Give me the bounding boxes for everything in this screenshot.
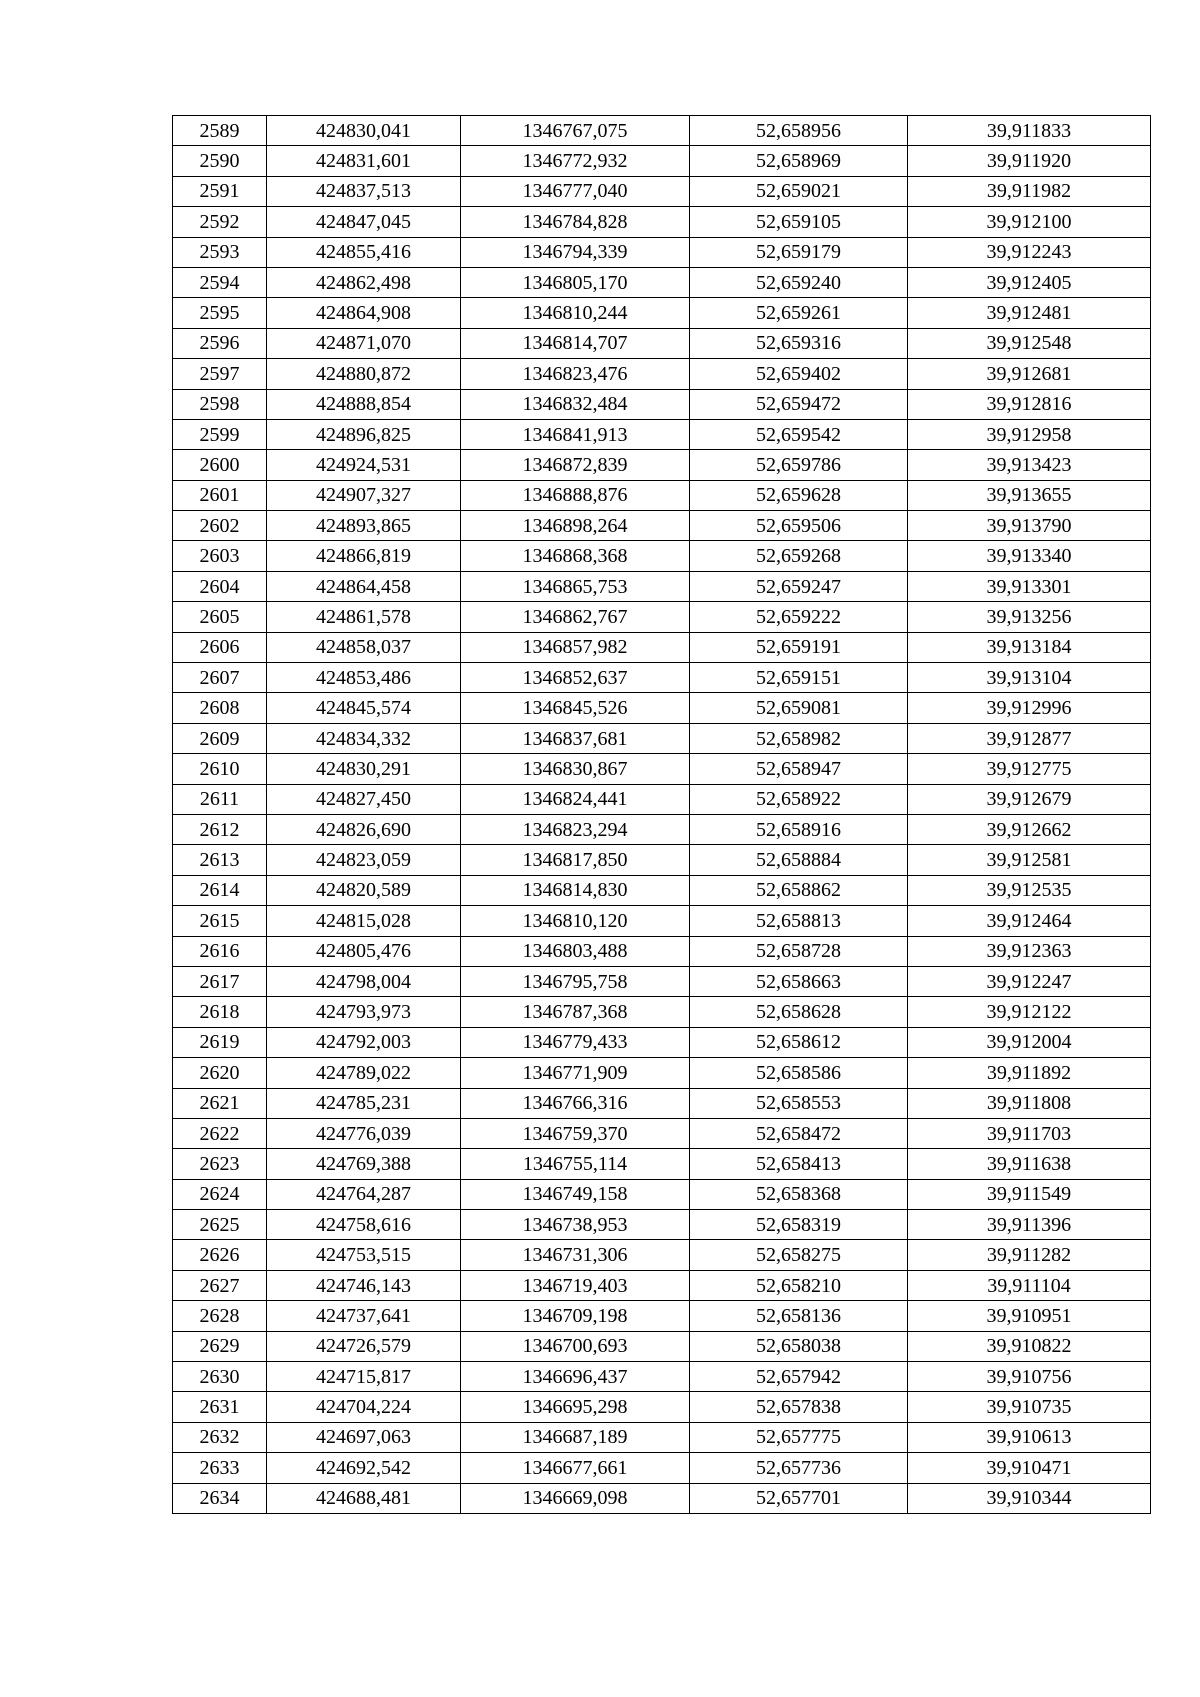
point-number-cell: 2629 <box>173 1331 267 1361</box>
x-coordinate-cell: 424853,486 <box>267 663 461 693</box>
table-row <box>173 723 1151 753</box>
x-coordinate-cell: 424871,070 <box>267 328 461 358</box>
table-row <box>173 298 1151 328</box>
longitude-cell: 39,912581 <box>908 845 1151 875</box>
x-coordinate-cell: 424715,817 <box>267 1362 461 1392</box>
table-row <box>173 480 1151 510</box>
table-row <box>173 1270 1151 1300</box>
table-row <box>173 906 1151 936</box>
x-coordinate-cell: 424753,515 <box>267 1240 461 1270</box>
table-row <box>173 1149 1151 1179</box>
point-number-cell: 2604 <box>173 571 267 601</box>
y-coordinate-cell: 1346862,767 <box>461 602 690 632</box>
table-row <box>173 1179 1151 1209</box>
latitude-cell: 52,659081 <box>690 693 908 723</box>
longitude-cell: 39,911833 <box>908 116 1151 146</box>
x-coordinate-cell: 424855,416 <box>267 237 461 267</box>
x-coordinate-cell: 424834,332 <box>267 723 461 753</box>
table-row <box>173 1422 1151 1452</box>
table-row <box>173 1453 1151 1483</box>
y-coordinate-cell: 1346696,437 <box>461 1362 690 1392</box>
y-coordinate-cell: 1346898,264 <box>461 511 690 541</box>
latitude-cell: 52,658038 <box>690 1331 908 1361</box>
latitude-cell: 52,657701 <box>690 1483 908 1513</box>
x-coordinate-cell: 424847,045 <box>267 207 461 237</box>
table-row <box>173 936 1151 966</box>
latitude-cell: 52,659506 <box>690 511 908 541</box>
y-coordinate-cell: 1346868,368 <box>461 541 690 571</box>
y-coordinate-cell: 1346814,830 <box>461 875 690 905</box>
x-coordinate-cell: 424789,022 <box>267 1058 461 1088</box>
y-coordinate-cell: 1346823,476 <box>461 359 690 389</box>
y-coordinate-cell: 1346749,158 <box>461 1179 690 1209</box>
point-number-cell: 2633 <box>173 1453 267 1483</box>
latitude-cell: 52,658210 <box>690 1270 908 1300</box>
point-number-cell: 2589 <box>173 116 267 146</box>
table-row <box>173 1058 1151 1088</box>
latitude-cell: 52,659191 <box>690 632 908 662</box>
latitude-cell: 52,657775 <box>690 1422 908 1452</box>
longitude-cell: 39,910822 <box>908 1331 1151 1361</box>
latitude-cell: 52,659542 <box>690 419 908 449</box>
point-number-cell: 2615 <box>173 906 267 936</box>
point-number-cell: 2599 <box>173 419 267 449</box>
x-coordinate-cell: 424837,513 <box>267 176 461 206</box>
point-number-cell: 2596 <box>173 328 267 358</box>
point-number-cell: 2594 <box>173 267 267 297</box>
longitude-cell: 39,912996 <box>908 693 1151 723</box>
latitude-cell: 52,658916 <box>690 814 908 844</box>
table-row <box>173 814 1151 844</box>
x-coordinate-cell: 424858,037 <box>267 632 461 662</box>
point-number-cell: 2624 <box>173 1179 267 1209</box>
latitude-cell: 52,657942 <box>690 1362 908 1392</box>
point-number-cell: 2608 <box>173 693 267 723</box>
longitude-cell: 39,912535 <box>908 875 1151 905</box>
table-row <box>173 1088 1151 1118</box>
point-number-cell: 2610 <box>173 754 267 784</box>
latitude-cell: 52,658368 <box>690 1179 908 1209</box>
y-coordinate-cell: 1346731,306 <box>461 1240 690 1270</box>
longitude-cell: 39,912958 <box>908 419 1151 449</box>
latitude-cell: 52,658413 <box>690 1149 908 1179</box>
longitude-cell: 39,912243 <box>908 237 1151 267</box>
latitude-cell: 52,659151 <box>690 663 908 693</box>
longitude-cell: 39,913655 <box>908 480 1151 510</box>
x-coordinate-cell: 424864,908 <box>267 298 461 328</box>
longitude-cell: 39,911396 <box>908 1210 1151 1240</box>
y-coordinate-cell: 1346810,244 <box>461 298 690 328</box>
longitude-cell: 39,911104 <box>908 1270 1151 1300</box>
x-coordinate-cell: 424888,854 <box>267 389 461 419</box>
table-row <box>173 207 1151 237</box>
table-row <box>173 267 1151 297</box>
y-coordinate-cell: 1346832,484 <box>461 389 690 419</box>
longitude-cell: 39,910756 <box>908 1362 1151 1392</box>
table-row <box>173 359 1151 389</box>
latitude-cell: 52,658969 <box>690 146 908 176</box>
x-coordinate-cell: 424820,589 <box>267 875 461 905</box>
y-coordinate-cell: 1346865,753 <box>461 571 690 601</box>
x-coordinate-cell: 424776,039 <box>267 1118 461 1148</box>
point-number-cell: 2627 <box>173 1270 267 1300</box>
longitude-cell: 39,911892 <box>908 1058 1151 1088</box>
table-row <box>173 1210 1151 1240</box>
x-coordinate-cell: 424826,690 <box>267 814 461 844</box>
x-coordinate-cell: 424830,291 <box>267 754 461 784</box>
longitude-cell: 39,912775 <box>908 754 1151 784</box>
table-row <box>173 541 1151 571</box>
point-number-cell: 2614 <box>173 875 267 905</box>
x-coordinate-cell: 424792,003 <box>267 1027 461 1057</box>
longitude-cell: 39,912679 <box>908 784 1151 814</box>
table-row <box>173 1118 1151 1148</box>
point-number-cell: 2620 <box>173 1058 267 1088</box>
y-coordinate-cell: 1346830,867 <box>461 754 690 784</box>
longitude-cell: 39,910471 <box>908 1453 1151 1483</box>
y-coordinate-cell: 1346872,839 <box>461 450 690 480</box>
coordinates-table-body <box>173 116 1151 1514</box>
latitude-cell: 52,659105 <box>690 207 908 237</box>
point-number-cell: 2618 <box>173 997 267 1027</box>
longitude-cell: 39,912363 <box>908 936 1151 966</box>
point-number-cell: 2597 <box>173 359 267 389</box>
y-coordinate-cell: 1346766,316 <box>461 1088 690 1118</box>
y-coordinate-cell: 1346738,953 <box>461 1210 690 1240</box>
latitude-cell: 52,659179 <box>690 237 908 267</box>
longitude-cell: 39,910613 <box>908 1422 1151 1452</box>
table-row <box>173 693 1151 723</box>
point-number-cell: 2593 <box>173 237 267 267</box>
x-coordinate-cell: 424831,601 <box>267 146 461 176</box>
longitude-cell: 39,911920 <box>908 146 1151 176</box>
table-row <box>173 511 1151 541</box>
table-row <box>173 176 1151 206</box>
latitude-cell: 52,658813 <box>690 906 908 936</box>
point-number-cell: 2628 <box>173 1301 267 1331</box>
y-coordinate-cell: 1346857,982 <box>461 632 690 662</box>
latitude-cell: 52,659628 <box>690 480 908 510</box>
longitude-cell: 39,912100 <box>908 207 1151 237</box>
point-number-cell: 2590 <box>173 146 267 176</box>
table-row <box>173 663 1151 693</box>
longitude-cell: 39,911982 <box>908 176 1151 206</box>
table-row <box>173 328 1151 358</box>
latitude-cell: 52,658884 <box>690 845 908 875</box>
y-coordinate-cell: 1346794,339 <box>461 237 690 267</box>
longitude-cell: 39,913423 <box>908 450 1151 480</box>
table-row <box>173 1392 1151 1422</box>
longitude-cell: 39,912481 <box>908 298 1151 328</box>
x-coordinate-cell: 424830,041 <box>267 116 461 146</box>
latitude-cell: 52,658628 <box>690 997 908 1027</box>
table-row <box>173 419 1151 449</box>
table-row <box>173 997 1151 1027</box>
x-coordinate-cell: 424896,825 <box>267 419 461 449</box>
latitude-cell: 52,658586 <box>690 1058 908 1088</box>
x-coordinate-cell: 424893,865 <box>267 511 461 541</box>
y-coordinate-cell: 1346837,681 <box>461 723 690 753</box>
table-row <box>173 966 1151 996</box>
y-coordinate-cell: 1346771,909 <box>461 1058 690 1088</box>
table-row <box>173 1027 1151 1057</box>
point-number-cell: 2592 <box>173 207 267 237</box>
latitude-cell: 52,658136 <box>690 1301 908 1331</box>
table-row <box>173 1301 1151 1331</box>
x-coordinate-cell: 424798,004 <box>267 966 461 996</box>
x-coordinate-cell: 424746,143 <box>267 1270 461 1300</box>
latitude-cell: 52,659261 <box>690 298 908 328</box>
point-number-cell: 2603 <box>173 541 267 571</box>
table-row <box>173 784 1151 814</box>
y-coordinate-cell: 1346719,403 <box>461 1270 690 1300</box>
longitude-cell: 39,913256 <box>908 602 1151 632</box>
longitude-cell: 39,912464 <box>908 906 1151 936</box>
x-coordinate-cell: 424785,231 <box>267 1088 461 1118</box>
point-number-cell: 2622 <box>173 1118 267 1148</box>
point-number-cell: 2630 <box>173 1362 267 1392</box>
point-number-cell: 2600 <box>173 450 267 480</box>
table-row <box>173 450 1151 480</box>
point-number-cell: 2619 <box>173 1027 267 1057</box>
x-coordinate-cell: 424827,450 <box>267 784 461 814</box>
table-row <box>173 571 1151 601</box>
point-number-cell: 2617 <box>173 966 267 996</box>
y-coordinate-cell: 1346759,370 <box>461 1118 690 1148</box>
y-coordinate-cell: 1346695,298 <box>461 1392 690 1422</box>
y-coordinate-cell: 1346795,758 <box>461 966 690 996</box>
point-number-cell: 2607 <box>173 663 267 693</box>
point-number-cell: 2621 <box>173 1088 267 1118</box>
x-coordinate-cell: 424704,224 <box>267 1392 461 1422</box>
x-coordinate-cell: 424726,579 <box>267 1331 461 1361</box>
point-number-cell: 2609 <box>173 723 267 753</box>
x-coordinate-cell: 424697,063 <box>267 1422 461 1452</box>
longitude-cell: 39,911282 <box>908 1240 1151 1270</box>
latitude-cell: 52,658956 <box>690 116 908 146</box>
y-coordinate-cell: 1346852,637 <box>461 663 690 693</box>
table-row <box>173 146 1151 176</box>
table-row <box>173 1362 1151 1392</box>
latitude-cell: 52,659247 <box>690 571 908 601</box>
point-number-cell: 2631 <box>173 1392 267 1422</box>
longitude-cell: 39,911808 <box>908 1088 1151 1118</box>
y-coordinate-cell: 1346767,075 <box>461 116 690 146</box>
x-coordinate-cell: 424805,476 <box>267 936 461 966</box>
longitude-cell: 39,912816 <box>908 389 1151 419</box>
latitude-cell: 52,659316 <box>690 328 908 358</box>
table-row <box>173 1483 1151 1513</box>
latitude-cell: 52,659240 <box>690 267 908 297</box>
point-number-cell: 2632 <box>173 1422 267 1452</box>
x-coordinate-cell: 424815,028 <box>267 906 461 936</box>
point-number-cell: 2605 <box>173 602 267 632</box>
table-row <box>173 116 1151 146</box>
latitude-cell: 52,657736 <box>690 1453 908 1483</box>
longitude-cell: 39,913301 <box>908 571 1151 601</box>
longitude-cell: 39,912548 <box>908 328 1151 358</box>
y-coordinate-cell: 1346709,198 <box>461 1301 690 1331</box>
x-coordinate-cell: 424862,498 <box>267 267 461 297</box>
latitude-cell: 52,658728 <box>690 936 908 966</box>
latitude-cell: 52,658947 <box>690 754 908 784</box>
x-coordinate-cell: 424924,531 <box>267 450 461 480</box>
x-coordinate-cell: 424793,973 <box>267 997 461 1027</box>
longitude-cell: 39,912662 <box>908 814 1151 844</box>
latitude-cell: 52,659268 <box>690 541 908 571</box>
point-number-cell: 2626 <box>173 1240 267 1270</box>
x-coordinate-cell: 424907,327 <box>267 480 461 510</box>
coordinates-table <box>172 115 1151 1514</box>
y-coordinate-cell: 1346817,850 <box>461 845 690 875</box>
y-coordinate-cell: 1346784,828 <box>461 207 690 237</box>
table-row <box>173 237 1151 267</box>
x-coordinate-cell: 424692,542 <box>267 1453 461 1483</box>
longitude-cell: 39,913184 <box>908 632 1151 662</box>
y-coordinate-cell: 1346810,120 <box>461 906 690 936</box>
point-number-cell: 2606 <box>173 632 267 662</box>
longitude-cell: 39,910951 <box>908 1301 1151 1331</box>
y-coordinate-cell: 1346787,368 <box>461 997 690 1027</box>
x-coordinate-cell: 424880,872 <box>267 359 461 389</box>
latitude-cell: 52,658663 <box>690 966 908 996</box>
point-number-cell: 2612 <box>173 814 267 844</box>
x-coordinate-cell: 424737,641 <box>267 1301 461 1331</box>
longitude-cell: 39,913340 <box>908 541 1151 571</box>
y-coordinate-cell: 1346687,189 <box>461 1422 690 1452</box>
y-coordinate-cell: 1346841,913 <box>461 419 690 449</box>
table-row <box>173 875 1151 905</box>
latitude-cell: 52,659222 <box>690 602 908 632</box>
y-coordinate-cell: 1346803,488 <box>461 936 690 966</box>
point-number-cell: 2591 <box>173 176 267 206</box>
table-row <box>173 1331 1151 1361</box>
y-coordinate-cell: 1346824,441 <box>461 784 690 814</box>
x-coordinate-cell: 424864,458 <box>267 571 461 601</box>
longitude-cell: 39,911703 <box>908 1118 1151 1148</box>
longitude-cell: 39,912877 <box>908 723 1151 753</box>
y-coordinate-cell: 1346777,040 <box>461 176 690 206</box>
table-row <box>173 754 1151 784</box>
y-coordinate-cell: 1346677,661 <box>461 1453 690 1483</box>
table-row <box>173 1240 1151 1270</box>
point-number-cell: 2595 <box>173 298 267 328</box>
point-number-cell: 2598 <box>173 389 267 419</box>
y-coordinate-cell: 1346755,114 <box>461 1149 690 1179</box>
longitude-cell: 39,911549 <box>908 1179 1151 1209</box>
longitude-cell: 39,912405 <box>908 267 1151 297</box>
point-number-cell: 2602 <box>173 511 267 541</box>
x-coordinate-cell: 424758,616 <box>267 1210 461 1240</box>
y-coordinate-cell: 1346888,876 <box>461 480 690 510</box>
latitude-cell: 52,658982 <box>690 723 908 753</box>
latitude-cell: 52,658922 <box>690 784 908 814</box>
latitude-cell: 52,659402 <box>690 359 908 389</box>
x-coordinate-cell: 424688,481 <box>267 1483 461 1513</box>
point-number-cell: 2634 <box>173 1483 267 1513</box>
table-row <box>173 845 1151 875</box>
x-coordinate-cell: 424845,574 <box>267 693 461 723</box>
y-coordinate-cell: 1346779,433 <box>461 1027 690 1057</box>
y-coordinate-cell: 1346772,932 <box>461 146 690 176</box>
longitude-cell: 39,910735 <box>908 1392 1151 1422</box>
y-coordinate-cell: 1346700,693 <box>461 1331 690 1361</box>
longitude-cell: 39,910344 <box>908 1483 1151 1513</box>
x-coordinate-cell: 424866,819 <box>267 541 461 571</box>
x-coordinate-cell: 424861,578 <box>267 602 461 632</box>
point-number-cell: 2623 <box>173 1149 267 1179</box>
longitude-cell: 39,911638 <box>908 1149 1151 1179</box>
table-row <box>173 602 1151 632</box>
x-coordinate-cell: 424769,388 <box>267 1149 461 1179</box>
latitude-cell: 52,658472 <box>690 1118 908 1148</box>
latitude-cell: 52,658862 <box>690 875 908 905</box>
latitude-cell: 52,658319 <box>690 1210 908 1240</box>
y-coordinate-cell: 1346814,707 <box>461 328 690 358</box>
longitude-cell: 39,912004 <box>908 1027 1151 1057</box>
latitude-cell: 52,659021 <box>690 176 908 206</box>
y-coordinate-cell: 1346823,294 <box>461 814 690 844</box>
latitude-cell: 52,659472 <box>690 389 908 419</box>
latitude-cell: 52,658553 <box>690 1088 908 1118</box>
x-coordinate-cell: 424764,287 <box>267 1179 461 1209</box>
point-number-cell: 2616 <box>173 936 267 966</box>
y-coordinate-cell: 1346805,170 <box>461 267 690 297</box>
y-coordinate-cell: 1346669,098 <box>461 1483 690 1513</box>
point-number-cell: 2601 <box>173 480 267 510</box>
longitude-cell: 39,912247 <box>908 966 1151 996</box>
longitude-cell: 39,912122 <box>908 997 1151 1027</box>
table-row <box>173 632 1151 662</box>
x-coordinate-cell: 424823,059 <box>267 845 461 875</box>
table-row <box>173 389 1151 419</box>
point-number-cell: 2625 <box>173 1210 267 1240</box>
latitude-cell: 52,658612 <box>690 1027 908 1057</box>
longitude-cell: 39,913790 <box>908 511 1151 541</box>
point-number-cell: 2613 <box>173 845 267 875</box>
latitude-cell: 52,657838 <box>690 1392 908 1422</box>
y-coordinate-cell: 1346845,526 <box>461 693 690 723</box>
latitude-cell: 52,658275 <box>690 1240 908 1270</box>
longitude-cell: 39,913104 <box>908 663 1151 693</box>
latitude-cell: 52,659786 <box>690 450 908 480</box>
longitude-cell: 39,912681 <box>908 359 1151 389</box>
point-number-cell: 2611 <box>173 784 267 814</box>
